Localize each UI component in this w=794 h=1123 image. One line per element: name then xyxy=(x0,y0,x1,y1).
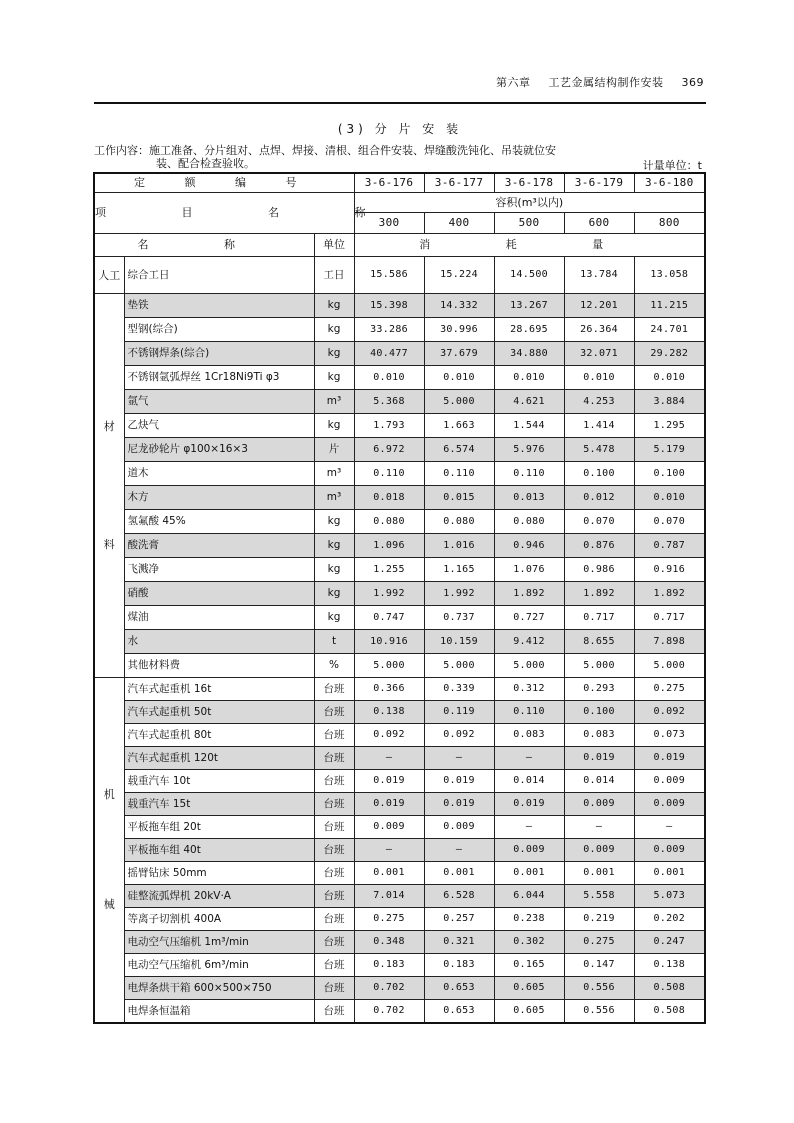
value-cell: 0.275 xyxy=(634,678,705,701)
value-cell: 0.070 xyxy=(634,510,705,534)
section-title: (3) 分 片 安 装 xyxy=(337,122,463,136)
table-row xyxy=(94,1000,705,1024)
value-cell: 0.605 xyxy=(494,1000,564,1024)
value-cell: 0.019 xyxy=(424,770,494,793)
item-name: 尼龙砂轮片 φ100×16×3 xyxy=(124,438,314,462)
value-cell: 0.138 xyxy=(634,954,705,977)
value-cell: 6.574 xyxy=(424,438,494,462)
table-row xyxy=(94,654,705,678)
item-unit: 台班 xyxy=(314,1000,354,1024)
value-cell: 0.019 xyxy=(634,747,705,770)
value-cell: 11.215 xyxy=(634,294,705,318)
table-row xyxy=(94,678,705,701)
item-unit: 台班 xyxy=(314,678,354,701)
item-name: 汽车式起重机 16t xyxy=(124,678,314,701)
item-unit: kg xyxy=(314,534,354,558)
value-cell: 0.165 xyxy=(494,954,564,977)
value-cell: 0.653 xyxy=(424,977,494,1000)
code-cell: 3-6-179 xyxy=(564,173,634,193)
item-unit: 台班 xyxy=(314,954,354,977)
table-row xyxy=(94,366,705,390)
value-cell: 0.015 xyxy=(424,486,494,510)
value-cell: 10.159 xyxy=(424,630,494,654)
table-row xyxy=(94,977,705,1000)
value-cell: 6.528 xyxy=(424,885,494,908)
value-cell: 1.096 xyxy=(354,534,424,558)
value-cell: 8.655 xyxy=(564,630,634,654)
value-cell: 13.267 xyxy=(494,294,564,318)
value-cell: 0.275 xyxy=(354,908,424,931)
value-cell: 0.009 xyxy=(424,816,494,839)
table-row xyxy=(94,747,705,770)
value-cell: 0.257 xyxy=(424,908,494,931)
value-cell: 1.992 xyxy=(424,582,494,606)
item-name: 汽车式起重机 50t xyxy=(124,701,314,724)
item-unit: 台班 xyxy=(314,747,354,770)
value-cell: 0.100 xyxy=(634,462,705,486)
table-row xyxy=(94,770,705,793)
item-unit: % xyxy=(314,654,354,678)
table-row xyxy=(94,534,705,558)
item-name: 木方 xyxy=(124,486,314,510)
item-unit: 台班 xyxy=(314,885,354,908)
value-cell: 0.556 xyxy=(564,977,634,1000)
value-cell: 0.019 xyxy=(494,793,564,816)
labor-category: 人工 xyxy=(94,257,124,294)
item-unit: kg xyxy=(314,558,354,582)
value-cell: 1.544 xyxy=(494,414,564,438)
item-name: 氩气 xyxy=(124,390,314,414)
item-name: 其他材料费 xyxy=(124,654,314,678)
header-text xyxy=(482,74,704,90)
value-cell: 0.019 xyxy=(354,793,424,816)
item-name: 平板拖车组 20t xyxy=(124,816,314,839)
value-cell: 1.255 xyxy=(354,558,424,582)
value-cell: 0.001 xyxy=(494,862,564,885)
material-category-label: 材料 xyxy=(103,419,115,551)
value-cell: 0.013 xyxy=(494,486,564,510)
item-unit: 片 xyxy=(314,438,354,462)
table-row xyxy=(94,582,705,606)
item-name: 煤油 xyxy=(124,606,314,630)
value-cell: 0.009 xyxy=(354,816,424,839)
value-cell: 0.009 xyxy=(564,839,634,862)
value-cell: 0.946 xyxy=(494,534,564,558)
value-cell: — xyxy=(494,747,564,770)
item-unit: m³ xyxy=(314,486,354,510)
value-cell: 6.044 xyxy=(494,885,564,908)
item-name: 汽车式起重机 80t xyxy=(124,724,314,747)
value-cell: 0.014 xyxy=(564,770,634,793)
value-cell: 13.784 xyxy=(564,257,634,294)
value-cell: 0.366 xyxy=(354,678,424,701)
table-row xyxy=(94,908,705,931)
table-row xyxy=(94,462,705,486)
machine-category xyxy=(94,678,124,1024)
item-label: 项 目 名 称 xyxy=(94,193,354,234)
item-name: 汽车式起重机 120t xyxy=(124,747,314,770)
item-unit: t xyxy=(314,630,354,654)
item-unit: 台班 xyxy=(314,724,354,747)
value-cell: 0.100 xyxy=(564,462,634,486)
item-unit: 台班 xyxy=(314,793,354,816)
value-cell: 0.727 xyxy=(494,606,564,630)
item-unit: kg xyxy=(314,366,354,390)
quota-label: 定 额 编 号 xyxy=(94,173,354,193)
value-cell: 15.398 xyxy=(354,294,424,318)
value-cell: 30.996 xyxy=(424,318,494,342)
value-cell: 1.992 xyxy=(354,582,424,606)
value-cell: 0.110 xyxy=(354,462,424,486)
value-cell: 0.092 xyxy=(634,701,705,724)
value-cell: 1.892 xyxy=(494,582,564,606)
table-row xyxy=(94,414,705,438)
item-unit: 台班 xyxy=(314,931,354,954)
item-name: 乙炔气 xyxy=(124,414,314,438)
value-cell: 1.793 xyxy=(354,414,424,438)
value-cell: 5.368 xyxy=(354,390,424,414)
value-cell: 0.702 xyxy=(354,977,424,1000)
value-cell: 0.083 xyxy=(564,724,634,747)
value-cell: 1.892 xyxy=(564,582,634,606)
value-cell: 1.892 xyxy=(634,582,705,606)
unit-label: 计量单位：t xyxy=(642,159,702,172)
item-name: 不锈钢氩弧焊丝 1Cr18Ni9Ti φ3 xyxy=(124,366,314,390)
value-cell: 0.312 xyxy=(494,678,564,701)
unit-header: 单位 xyxy=(314,234,354,257)
value-cell: 29.282 xyxy=(634,342,705,366)
value-cell: 0.202 xyxy=(634,908,705,931)
value-cell: 3.884 xyxy=(634,390,705,414)
value-cell: 14.500 xyxy=(494,257,564,294)
value-cell: 0.339 xyxy=(424,678,494,701)
value-cell: 28.695 xyxy=(494,318,564,342)
item-unit: 台班 xyxy=(314,908,354,931)
item-name: 电焊条烘干箱 600×500×750 xyxy=(124,977,314,1000)
table-row xyxy=(94,839,705,862)
code-cell: 3-6-180 xyxy=(634,173,705,193)
value-cell: 5.000 xyxy=(564,654,634,678)
value-cell: 0.009 xyxy=(564,793,634,816)
value-cell: 0.001 xyxy=(564,862,634,885)
item-unit: 台班 xyxy=(314,770,354,793)
value-cell: 6.972 xyxy=(354,438,424,462)
item-name: 不锈钢焊条(综合) xyxy=(124,342,314,366)
item-name: 摇臂钻床 50mm xyxy=(124,862,314,885)
value-cell: 5.000 xyxy=(494,654,564,678)
item-unit: 台班 xyxy=(314,701,354,724)
value-cell: 1.165 xyxy=(424,558,494,582)
value-cell: 0.110 xyxy=(494,701,564,724)
value-cell: 5.000 xyxy=(634,654,705,678)
work-content-line2: 装、配合检查验收。 xyxy=(156,157,255,170)
value-cell: — xyxy=(424,747,494,770)
value-cell: 5.073 xyxy=(634,885,705,908)
value-cell: 0.019 xyxy=(354,770,424,793)
value-cell: — xyxy=(354,839,424,862)
value-cell: 0.275 xyxy=(564,931,634,954)
value-cell: 0.010 xyxy=(634,366,705,390)
value-cell: 1.414 xyxy=(564,414,634,438)
item-unit: kg xyxy=(314,342,354,366)
material-category xyxy=(94,294,124,678)
machine-category-label: 机械 xyxy=(103,788,115,911)
item-name: 型钢(综合) xyxy=(124,318,314,342)
value-cell: 5.558 xyxy=(564,885,634,908)
volume-cell: 400 xyxy=(424,213,494,234)
table-row xyxy=(94,390,705,414)
value-cell: 0.012 xyxy=(564,486,634,510)
table-row xyxy=(94,885,705,908)
value-cell: 0.010 xyxy=(564,366,634,390)
code-cell: 3-6-176 xyxy=(354,173,424,193)
value-cell: 0.219 xyxy=(564,908,634,931)
code-cell: 3-6-177 xyxy=(424,173,494,193)
table-row xyxy=(94,630,705,654)
table-row xyxy=(94,954,705,977)
value-cell: 0.100 xyxy=(564,701,634,724)
value-cell: 26.364 xyxy=(564,318,634,342)
item-unit: 台班 xyxy=(314,862,354,885)
value-cell: 0.321 xyxy=(424,931,494,954)
value-cell: 0.001 xyxy=(354,862,424,885)
name-header-row xyxy=(94,234,705,257)
value-cell: 0.717 xyxy=(564,606,634,630)
table-row xyxy=(94,793,705,816)
value-cell: 15.224 xyxy=(424,257,494,294)
value-cell: 0.293 xyxy=(564,678,634,701)
volume-cell: 800 xyxy=(634,213,705,234)
item-name: 载重汽车 15t xyxy=(124,793,314,816)
value-cell: 0.073 xyxy=(634,724,705,747)
value-cell: — xyxy=(354,747,424,770)
value-cell: 0.508 xyxy=(634,1000,705,1024)
value-cell: 34.880 xyxy=(494,342,564,366)
value-cell: 0.737 xyxy=(424,606,494,630)
value-cell: 0.110 xyxy=(494,462,564,486)
item-name: 硅整流弧焊机 20kV·A xyxy=(124,885,314,908)
value-cell: 0.080 xyxy=(494,510,564,534)
value-cell: 0.001 xyxy=(634,862,705,885)
value-cell: 5.179 xyxy=(634,438,705,462)
value-cell: 0.083 xyxy=(494,724,564,747)
table-row xyxy=(94,816,705,839)
value-cell: 0.508 xyxy=(634,977,705,1000)
value-cell: 15.586 xyxy=(354,257,424,294)
value-cell: — xyxy=(424,839,494,862)
value-cell: 0.070 xyxy=(564,510,634,534)
item-name: 道木 xyxy=(124,462,314,486)
table-row xyxy=(94,342,705,366)
value-cell: 0.556 xyxy=(564,1000,634,1024)
value-cell: 14.332 xyxy=(424,294,494,318)
item-name: 垫铁 xyxy=(124,294,314,318)
value-cell: 7.898 xyxy=(634,630,705,654)
chapter-label: 第六章 xyxy=(496,76,531,89)
value-cell: 0.247 xyxy=(634,931,705,954)
value-cell: 0.717 xyxy=(634,606,705,630)
consumption-header: 消 耗 量 xyxy=(354,234,705,257)
value-cell: 4.253 xyxy=(564,390,634,414)
value-cell: 0.876 xyxy=(564,534,634,558)
value-cell: 0.147 xyxy=(564,954,634,977)
item-unit: 工日 xyxy=(314,257,354,294)
table-row xyxy=(94,701,705,724)
item-name: 等离子切割机 400A xyxy=(124,908,314,931)
value-cell: 0.019 xyxy=(564,747,634,770)
value-cell: 0.009 xyxy=(634,839,705,862)
item-name: 平板拖车组 40t xyxy=(124,839,314,862)
item-name: 综合工日 xyxy=(124,257,314,294)
value-cell: 0.019 xyxy=(424,793,494,816)
value-cell: — xyxy=(494,816,564,839)
table-row xyxy=(94,318,705,342)
table-row xyxy=(94,862,705,885)
value-cell: 0.014 xyxy=(494,770,564,793)
item-name: 飞溅净 xyxy=(124,558,314,582)
value-cell: 9.412 xyxy=(494,630,564,654)
value-cell: 1.295 xyxy=(634,414,705,438)
value-cell: 24.701 xyxy=(634,318,705,342)
value-cell: 0.080 xyxy=(424,510,494,534)
value-cell: 0.183 xyxy=(354,954,424,977)
quota-table xyxy=(93,172,706,1024)
volume-label: 容积(m³以内) xyxy=(354,193,705,213)
value-cell: 0.183 xyxy=(424,954,494,977)
item-unit: kg xyxy=(314,510,354,534)
value-cell: 0.009 xyxy=(634,770,705,793)
value-cell: 5.976 xyxy=(494,438,564,462)
value-cell: 0.348 xyxy=(354,931,424,954)
item-unit: 台班 xyxy=(314,977,354,1000)
item-name: 电焊条恒温箱 xyxy=(124,1000,314,1024)
value-cell: 5.000 xyxy=(354,654,424,678)
value-cell: 0.110 xyxy=(424,462,494,486)
value-cell: 37.679 xyxy=(424,342,494,366)
value-cell: 0.119 xyxy=(424,701,494,724)
table-row xyxy=(94,558,705,582)
chapter-title: 工艺金属结构制作安装 xyxy=(548,76,664,89)
item-unit: 台班 xyxy=(314,816,354,839)
value-cell: 0.092 xyxy=(424,724,494,747)
value-cell: 0.010 xyxy=(634,486,705,510)
table-row xyxy=(94,438,705,462)
value-cell: 33.286 xyxy=(354,318,424,342)
table-row xyxy=(94,724,705,747)
item-name: 载重汽车 10t xyxy=(124,770,314,793)
item-name: 电动空气压缩机 6m³/min xyxy=(124,954,314,977)
work-content-line1: 工作内容：施工准备、分片组对、点焊、焊接、清根、组合件安装、焊缝酸洗钝化、吊装就位安 xyxy=(94,144,556,157)
volume-cell: 500 xyxy=(494,213,564,234)
page-number: 369 xyxy=(681,76,704,89)
value-cell: 0.702 xyxy=(354,1000,424,1024)
item-name: 电动空气压缩机 1m³/min xyxy=(124,931,314,954)
item-unit: 台班 xyxy=(314,839,354,862)
value-cell: 0.001 xyxy=(424,862,494,885)
value-cell: 5.000 xyxy=(424,654,494,678)
value-cell: — xyxy=(634,816,705,839)
value-cell: 12.201 xyxy=(564,294,634,318)
value-cell: 40.477 xyxy=(354,342,424,366)
table-row xyxy=(94,257,705,294)
value-cell: 0.018 xyxy=(354,486,424,510)
name-header: 名 称 xyxy=(94,234,314,257)
value-cell: 32.071 xyxy=(564,342,634,366)
item-unit: kg xyxy=(314,582,354,606)
item-unit: kg xyxy=(314,318,354,342)
item-unit: kg xyxy=(314,606,354,630)
item-name: 酸洗膏 xyxy=(124,534,314,558)
work-content xyxy=(94,144,706,170)
value-cell: 0.009 xyxy=(634,793,705,816)
item-row xyxy=(94,193,705,213)
value-cell: 1.076 xyxy=(494,558,564,582)
value-cell: — xyxy=(564,816,634,839)
value-cell: 0.010 xyxy=(424,366,494,390)
value-cell: 0.010 xyxy=(354,366,424,390)
item-name: 硝酸 xyxy=(124,582,314,606)
item-name: 氢氟酸 45% xyxy=(124,510,314,534)
value-cell: 0.138 xyxy=(354,701,424,724)
value-cell: 5.478 xyxy=(564,438,634,462)
value-cell: 0.009 xyxy=(494,839,564,862)
value-cell: 13.058 xyxy=(634,257,705,294)
value-cell: 0.080 xyxy=(354,510,424,534)
table-row xyxy=(94,486,705,510)
value-cell: 0.092 xyxy=(354,724,424,747)
value-cell: 0.653 xyxy=(424,1000,494,1024)
table-row xyxy=(94,294,705,318)
code-cell: 3-6-178 xyxy=(494,173,564,193)
table-row xyxy=(94,931,705,954)
value-cell: 0.605 xyxy=(494,977,564,1000)
value-cell: 1.663 xyxy=(424,414,494,438)
volume-cell: 600 xyxy=(564,213,634,234)
volume-cell: 300 xyxy=(354,213,424,234)
value-cell: 0.747 xyxy=(354,606,424,630)
item-name: 水 xyxy=(124,630,314,654)
item-unit: kg xyxy=(314,294,354,318)
value-cell: 4.621 xyxy=(494,390,564,414)
table-row xyxy=(94,606,705,630)
value-cell: 0.302 xyxy=(494,931,564,954)
value-cell: 0.916 xyxy=(634,558,705,582)
value-cell: 0.986 xyxy=(564,558,634,582)
value-cell: 1.016 xyxy=(424,534,494,558)
value-cell: 5.000 xyxy=(424,390,494,414)
item-unit: kg xyxy=(314,414,354,438)
value-cell: 7.014 xyxy=(354,885,424,908)
value-cell: 0.238 xyxy=(494,908,564,931)
page-header xyxy=(94,62,706,104)
value-cell: 10.916 xyxy=(354,630,424,654)
table-row xyxy=(94,510,705,534)
item-unit: m³ xyxy=(314,462,354,486)
item-unit: m³ xyxy=(314,390,354,414)
value-cell: 0.010 xyxy=(494,366,564,390)
quota-row xyxy=(94,173,705,193)
value-cell: 0.787 xyxy=(634,534,705,558)
table-body xyxy=(94,173,705,1023)
